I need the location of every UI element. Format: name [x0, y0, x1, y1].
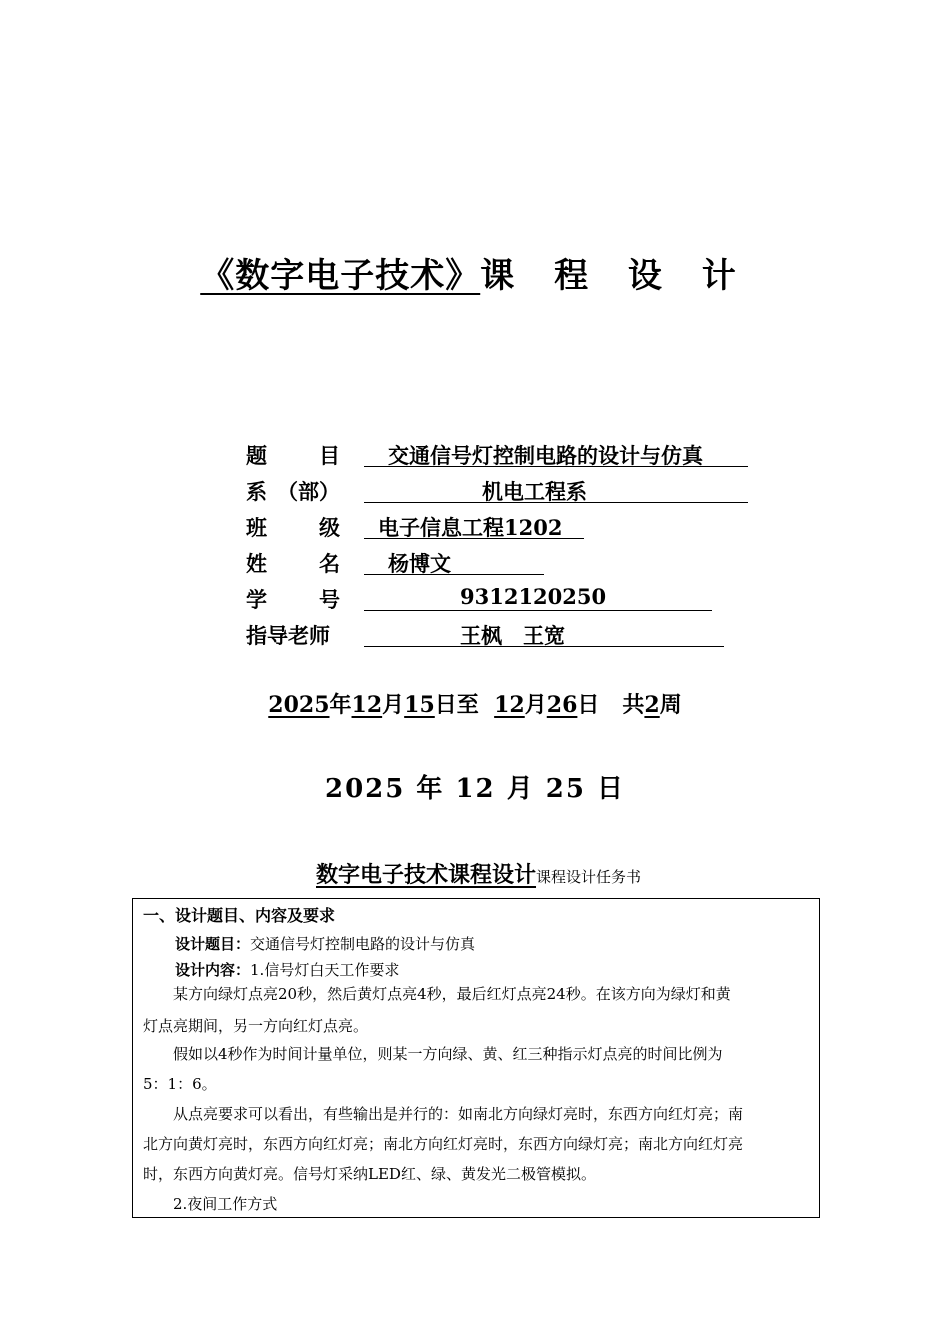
topic-line: 设计题目：交通信号灯控制电路的设计与仿真	[175, 935, 476, 953]
body-line: 假如以4秒作为时间计量单位，则某一方向绿、黄、红三种指示灯点亮的时间比例为	[143, 1045, 723, 1063]
field-student-id-value: 9312120250	[364, 584, 712, 611]
task-book-title: 数字电子技术课程设计课程设计任务书	[316, 862, 642, 888]
body-line: 北方向黄灯亮时，东西方向红灯亮；南北方向红灯亮时，东西方向绿灯亮；南北方向红灯亮	[143, 1135, 744, 1153]
field-label-advisor: 指导老师	[246, 623, 330, 648]
body-line: 某方向绿灯点亮20秒，然后黄灯点亮4秒，最后红灯点亮24秒。在该方向为绿灯和黄	[143, 985, 731, 1003]
body-line: 5：1：6。	[143, 1075, 217, 1093]
body-line: 时，东西方向黄灯亮。信号灯采纳LED红、绿、黄发光二极管模拟。	[143, 1165, 596, 1183]
field-label-name: 姓 名	[246, 551, 340, 576]
field-label-department: 系 （部）	[246, 479, 340, 504]
design-period: 2025年12月15日至 12月26日 共2周	[268, 692, 682, 718]
field-department-value: 机电工程系	[364, 476, 748, 503]
course-name: 《数字电子技术》	[200, 256, 481, 296]
content-line: 设计内容：1.信号灯白天工作要求	[175, 961, 400, 979]
section-heading: 一、设计题目、内容及要求	[143, 906, 336, 925]
field-topic-value: 交通信号灯控制电路的设计与仿真	[364, 440, 748, 467]
course-design-label: 课 程 设 计	[480, 256, 750, 296]
field-class-value: 电子信息工程1202	[364, 512, 584, 539]
field-label-student-id: 学 号	[246, 587, 340, 612]
field-advisor-value: 王枫 王宽	[364, 620, 724, 647]
body-line: 灯点亮期间，另一方向红灯点亮。	[143, 1017, 369, 1035]
field-name-value: 杨博文	[364, 548, 544, 575]
task-content-box	[132, 898, 820, 1218]
field-label-class: 班 级	[246, 515, 340, 540]
body-line: 从点亮要求可以看出，有些输出是并行的：如南北方向绿灯亮时，东西方向红灯亮；南	[143, 1105, 744, 1123]
sign-date: 2025 年 12 月 25 日	[325, 774, 625, 804]
page-title	[0, 248, 950, 297]
body-line: 2.夜间工作方式	[143, 1195, 278, 1213]
field-label-topic: 题 目	[246, 443, 340, 468]
